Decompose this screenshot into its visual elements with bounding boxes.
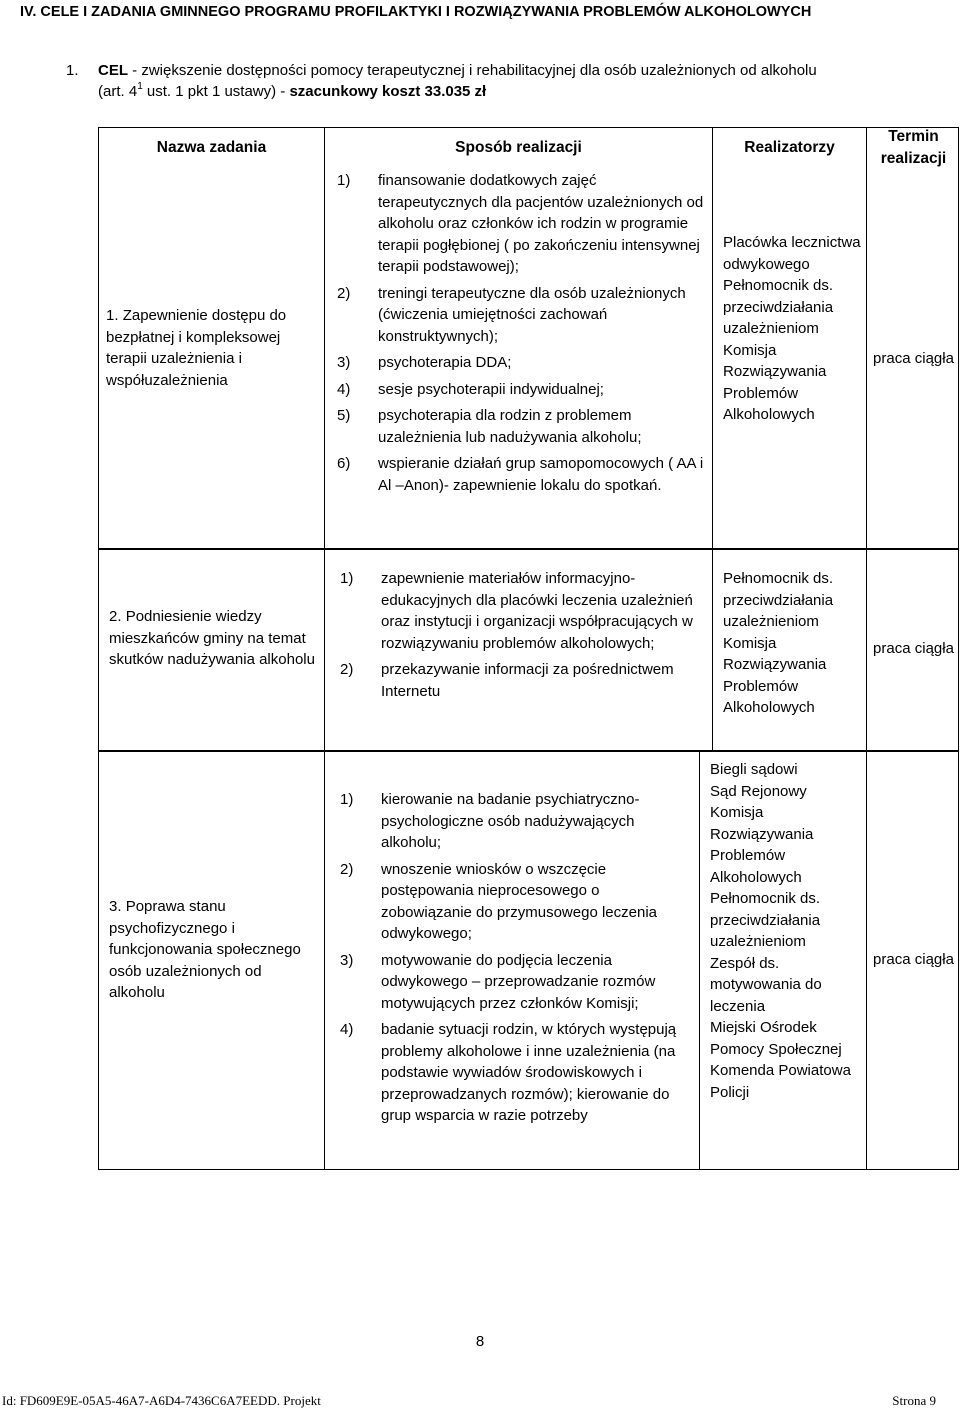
task-table-1 bbox=[98, 127, 959, 549]
task-name-text: Podniesienie wiedzy mieszkańców gminy na temat skutków nadużywania alkoholu bbox=[109, 608, 315, 668]
header-term: Termin realizacji bbox=[880, 128, 947, 167]
task-name bbox=[109, 896, 315, 1004]
task-name bbox=[106, 305, 318, 391]
executor: Placówka lecznictwa odwykowego bbox=[723, 234, 861, 273]
goal-text: - zwiększenie dostępności pomocy terapeutycznej i rehabilitacyjnej dla osób uzależnionych od alkoholu bbox=[128, 62, 817, 79]
executor: Zespół ds. motywowania do leczenia bbox=[710, 954, 822, 1015]
task-name-number: 1. bbox=[106, 307, 119, 324]
method-item: 1) finansowanie dodatkowych zajęć terapeutycznych dla pacjentów uzależnionych od alkoholu oraz członków ich rodzin w programie terapii pogłębionej ( po zakończeniu intensywnej terapii podstawowej); bbox=[337, 172, 704, 275]
header-method: Sposób realizacji bbox=[455, 139, 582, 156]
goal-article-sup: 1 bbox=[137, 81, 143, 92]
executor: Miejski Ośrodek Pomocy Społecznej bbox=[710, 1019, 842, 1058]
task-term: praca ciągła bbox=[873, 640, 954, 657]
method-item: 6) wspieranie działań grup samopomocowych ( AA i Al –Anon)- zapewnienie lokalu do spotkań. bbox=[337, 455, 704, 494]
executor: Sąd Rejonowy bbox=[710, 782, 807, 800]
header-executors: Realizatorzy bbox=[744, 139, 835, 156]
executor: Komisja Rozwiązywania Problemów Alkoholowych bbox=[723, 341, 827, 423]
goal-number: 1. bbox=[66, 62, 79, 79]
executor: Komisja Rozwiązywania Problemów Alkoholowych bbox=[710, 804, 814, 886]
method-item: 3) motywowanie do podjęcia leczenia odwykowego – przeprowadzanie rozmów motywujących przez członków Komisji; bbox=[340, 951, 656, 1012]
task-methods bbox=[340, 789, 692, 1127]
goal-article: (art. 4 bbox=[98, 83, 138, 100]
task-name-number: 3. bbox=[109, 898, 122, 915]
task-table-2 bbox=[98, 549, 959, 751]
method-item: 5) psychoterapia dla rodzin z problemem uzależnienia lub nadużywania alkoholu; bbox=[337, 407, 642, 446]
task-name-text: Zapewnienie dostępu do bezpłatnej i kompleksowej terapii uzależnienia i współuzależnienia bbox=[106, 307, 287, 389]
task-name-number: 2. bbox=[109, 608, 122, 625]
executor: Komenda Powiatowa Policji bbox=[710, 1062, 851, 1101]
goal-article-rest: ust. 1 pkt 1 ustawy) - bbox=[142, 83, 290, 100]
executor: Komisja Rozwiązywania Problemów Alkoholowych bbox=[723, 634, 827, 716]
task-methods bbox=[340, 568, 702, 702]
method-item: 1) kierowanie na badanie psychiatryczno-psychologiczne osób nadużywających alkoholu; bbox=[340, 791, 640, 851]
task-table-3 bbox=[98, 751, 959, 1170]
task-term: praca ciągła bbox=[873, 951, 954, 968]
goal-cost: szacunkowy koszt 33.035 zł bbox=[289, 83, 487, 100]
executor: Pełnomocnik ds. przeciwdziałania uzależnieniom bbox=[710, 890, 821, 950]
task-term: praca ciągła bbox=[873, 350, 954, 367]
task-name-text: Poprawa stanu psychofizycznego i funkcjonowania społecznego osób uzależnionych od alkoholu bbox=[109, 898, 301, 1001]
method-item: 4) sesje psychoterapii indywidualnej; bbox=[337, 380, 604, 398]
task-methods bbox=[337, 170, 705, 496]
task-executors bbox=[710, 759, 862, 1103]
footer-id: Id: FD609E9E-05A5-46A7-A6D4-7436C6A7EEDD. Projekt bbox=[2, 1393, 321, 1408]
header-task-name: Nazwa zadania bbox=[156, 139, 267, 156]
task-name bbox=[109, 606, 315, 671]
method-item: 1) zapewnienie materiałów informacyjno-edukacyjnych dla placówki leczenia uzależnień oraz instytucji i organizacji współpracujących w rozwiązywaniu problemów alkoholowych; bbox=[340, 570, 693, 652]
goal-paragraph bbox=[66, 60, 951, 102]
executor: Biegli sądowi bbox=[710, 761, 798, 778]
method-item: 3) psychoterapia DDA; bbox=[337, 354, 512, 371]
goal-label: CEL bbox=[98, 62, 128, 79]
page-number: 8 bbox=[475, 1333, 485, 1350]
executor: Pełnomocnik ds. przeciwdziałania uzależnieniom bbox=[723, 570, 834, 630]
footer-page: Strona 9 bbox=[892, 1393, 936, 1408]
section-heading: IV. CELE I ZADANIA GMINNEGO PROGRAMU PROFILAKTYKI I ROZWIĄZYWANIA PROBLEMÓW ALKOHOLOWYCH bbox=[20, 4, 812, 20]
task-executors bbox=[723, 568, 863, 719]
method-item: 2) przekazywanie informacji za pośrednictwem Internetu bbox=[340, 661, 674, 700]
method-item: 4) badanie sytuacji rodzin, w których występują problemy alkoholowe i inne uzależnienia (na podstawie wywiadów środowiskowych i przeprowadzanych rozmów); kierowanie do grup wsparcia w razie potrzeby bbox=[340, 1021, 677, 1124]
method-item: 2) treningi terapeutyczne dla osób uzależnionych (ćwiczenia umiejętności zachowań konstruktywnych); bbox=[337, 284, 686, 345]
executor: Pełnomocnik ds. przeciwdziałania uzależnieniom bbox=[723, 277, 834, 337]
task-executors bbox=[723, 232, 863, 426]
method-item: 2) wnoszenie wniosków o wszczęcie postępowania nieprocesowego o zobowiązanie do przymusowego leczenia odwykowego; bbox=[340, 860, 657, 942]
